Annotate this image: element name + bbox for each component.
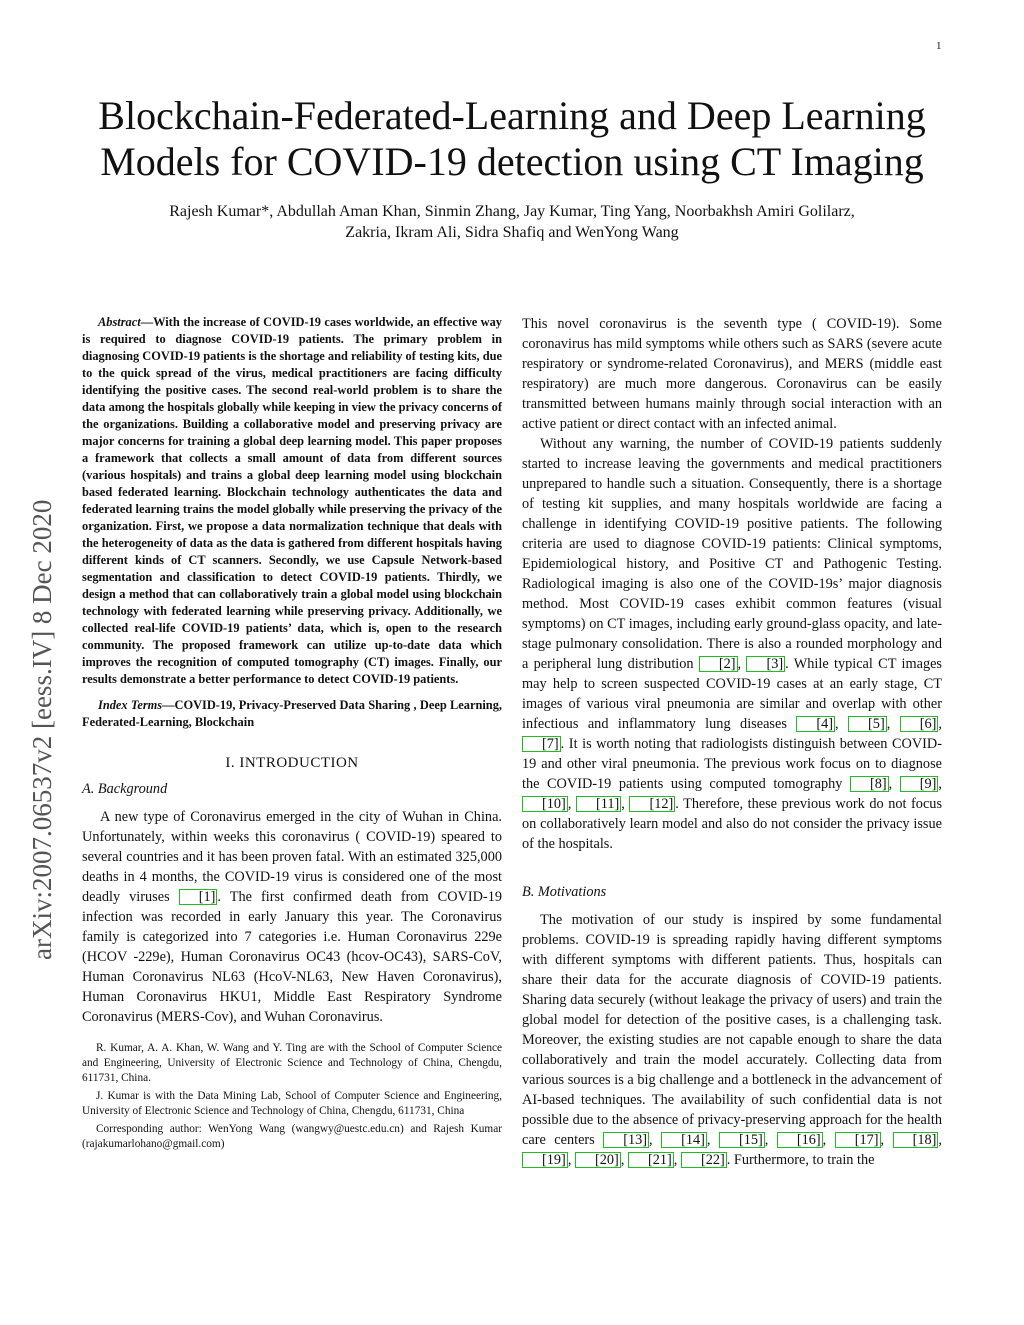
citation-link[interactable]: [19] — [522, 1152, 568, 1168]
footnotes — [82, 1041, 502, 1152]
author-list — [80, 201, 944, 243]
citation-link[interactable]: [22] — [681, 1152, 727, 1168]
text-span: . It is worth noting that radiologists distinguish between COVID-19 and other viral pneumonia. The previous work focus on to diagnose the COVID-19 patients using computed tomography — [522, 736, 942, 792]
text-span: . Furthermore, to train the — [726, 1152, 875, 1168]
text-span: A new type of Coronavirus emerged in the city of Wuhan in China. Unfortunately, within weeks this coronavirus ( COVID-19) speared to several countries and it has been proven fatal. With an estimated 325,000 deaths in 4 months, the COVID-19 virus is considered one of the most deadly viruses — [82, 809, 502, 905]
footnote-affiliation-1: R. Kumar, A. A. Khan, W. Wang and Y. Ting are with the School of Computer Science and Engineering, University of Electronic Science and Technology of China, Chengdu, 611731, China. — [82, 1042, 502, 1084]
citation-link[interactable]: [10] — [522, 796, 568, 812]
index-terms — [82, 697, 502, 731]
citation-link[interactable]: [2] — [699, 656, 738, 672]
abstract — [82, 314, 502, 688]
motivation-paragraph: The motivation of our study is inspired by some fundamental problems. COVID-19 is spreading rapidly having different symptoms with different symptoms with different patients. Thus, hospitals can share their data for the accurate diagnosis of COVID-19 patients. Sharing data securely (without leakage the privacy of users) and train the global model for detection of the positive cases, is a challenging task. Moreover, the existing studies are not capable enough to share the data collaboratively and train the model accurately. Collecting data from various sources is a big challenge and a bottleneck in the advancement of AI-based techniques. The availability of such confidential data is not possible due to the absence of privacy-preserving approach for the health care centers [13] , [14] , [15] , [16] , [17] , [18] , [19] , [20] , [21] , [22] . Furthermore, to train the — [522, 912, 942, 1168]
left-column — [82, 314, 502, 1155]
paper-title: Blockchain-Federated-Learning and Deep Learning Models for COVID-19 detection using CT Imaging — [98, 93, 926, 184]
text-span: The motivation of our study is inspired by some fundamental problems. COVID-19 is spreading rapidly having different symptoms with different symptoms with different patients. Thus, hospitals can share their data for the accurate diagnosis of COVID-19 patients. Sharing data securely (without leakage the privacy of users) and train the global model for detection of the positive cases, is a challenging task. Moreover, the existing studies are not capable enough to share the data collaboratively and train the model accurately. Collecting data from various sources is a big challenge and a bottleneck in the advancement of AI-based techniques. The availability of such confidential data is not possible due to the absence of privacy-preserving approach for the health care centers — [522, 912, 942, 1148]
index-terms-label: Index Terms — [98, 698, 163, 712]
arxiv-identifier: arXiv:2007.06537v2 [eess.IV] 8 Dec 2020 — [27, 499, 57, 960]
text-span: . Therefore, these previous work do not focus on collaboratively learn model and also do not consider the privacy issue of the hospitals. — [522, 796, 943, 852]
authors-line-2: Zakria, Ikram Ali, Sidra Shafiq and WenYong Wang — [345, 224, 679, 241]
citation-link[interactable]: [21] — [628, 1152, 674, 1168]
page-number: 1 — [936, 40, 942, 52]
abstract-label: Abstract — [98, 315, 141, 329]
citation-link[interactable]: [3] — [746, 656, 785, 672]
text-span: . While typical CT images may help to screen suspected COVID-19 cases at an early stage, CT images of various viral pneumonia are similar and overlap with other infectious and inflammatory lung diseases — [522, 656, 942, 732]
citation-link[interactable]: [4] — [796, 716, 835, 732]
citation-link[interactable]: [12] — [629, 796, 675, 812]
citation-link[interactable]: [8] — [850, 776, 889, 792]
subsection-heading-background: A. Background — [82, 781, 168, 797]
footnote-affiliation-2: J. Kumar is with the Data Mining Lab, School of Computer Science and Engineering, University of Electronic Science and Technology of China, Chengdu, 611731, China — [82, 1090, 502, 1117]
right-column — [522, 314, 942, 1170]
section-heading-introduction: I. INTRODUCTION — [225, 755, 359, 771]
citation-link[interactable]: [20] — [575, 1152, 621, 1168]
citation-link[interactable]: [17] — [835, 1132, 881, 1148]
citation-link[interactable]: [5] — [848, 716, 887, 732]
authors-line-1: Rajesh Kumar*, Abdullah Aman Khan, Sinmin Zhang, Jay Kumar, Ting Yang, Noorbakhsh Amiri Golilarz, — [169, 203, 855, 220]
citation-link[interactable]: [1] — [179, 889, 218, 905]
index-terms-text: —COVID-19, Privacy-Preserved Data Sharing , Deep Learning, Federated-Learning, Blockchain — [82, 698, 502, 729]
citation-link[interactable]: [16] — [777, 1132, 823, 1148]
citation-link[interactable]: [11] — [576, 796, 621, 812]
subsection-heading-motivations: B. Motivations — [522, 884, 607, 900]
novel-coronavirus-paragraph: This novel coronavirus is the seventh type ( COVID-19). Some coronavirus has mild symptoms while others such as SARS (severe acute respiratory or syndrome-related Coronavirus), and MERS (middle east respiratory) are much more dangerous. Coronavirus can be easily transmitted between humans mainly through social interaction with an active patient or direct contact with an infected animal. — [522, 316, 942, 432]
text-span: Without any warning, the number of COVID-19 patients suddenly started to increase leaving the governments and medical practitioners unprepared to handle such a situation. Consequently, there is a shortage of testing kit supplies, and many hospitals worldwide are facing a challenge in identifying COVID-19 positive patients. The following criteria are used to diagnose COVID-19 patients: Clinical symptoms, Epidemiological history, and Positive CT and Pathogenic Testing. Radiological imaging is also one of the COVID-19s’ major diagnosis method. Most COVID-19 cases exhibit common features (visual symptoms) on CT images, including early ground-glass opacity, and late-stage pulmonary consolidation. There is also a rounded morphology and a peripheral lung distribution — [522, 436, 942, 672]
spacer — [522, 854, 942, 878]
text-span: . The first confirmed death from COVID-19 infection was recorded in early January this year. The Coronavirus family is categorized into 7 categories i.e. Human Coronavirus 229e (HCOV -229e), Human Coronavirus OC43 (hcov-OC43), SARS-CoV, Human Coronavirus NL63 (HcoV-NL63, New Haven Coronavirus), Human Coronavirus HKU1, Middle East Respiratory Syndrome Coronavirus (MERS-Cov), and Wuhan Coronavirus. — [82, 889, 502, 1025]
warning-paragraph: Without any warning, the number of COVID-19 patients suddenly started to increase leaving the governments and medical practitioners unprepared to handle such a situation. Consequently, there is a shortage of testing kit supplies, and many hospitals worldwide are facing a challenge in identifying COVID-19 positive patients. The following criteria are used to diagnose COVID-19 patients: Clinical symptoms, Epidemiological history, and Positive CT and Pathogenic Testing. Radiological imaging is also one of the COVID-19s’ major diagnosis method. Most COVID-19 cases exhibit common features (visual symptoms) on CT images, including early ground-glass opacity, and late-stage pulmonary consolidation. There is also a rounded morphology and a peripheral lung distribution [2] , [3] . While typical CT images may help to screen suspected COVID-19 cases at an early stage, CT images of various viral pneumonia are similar and overlap with other infectious and inflammatory lung diseases [4] , [5] , [6] , [7] . It is worth noting that radiologists distinguish between COVID-19 and other viral pneumonia. The previous work focus on to diagnose the COVID-19 patients using computed tomography [8] , [9] , [10] , [11] , [12] . Therefore, these previous work do not focus on collaboratively learn model and also do not consider the privacy issue of the hospitals. — [522, 436, 943, 852]
citation-link[interactable]: [15] — [719, 1132, 765, 1148]
background-paragraph — [82, 807, 502, 1027]
citation-link[interactable]: [9] — [900, 776, 939, 792]
abstract-text: —With the increase of COVID-19 cases worldwide, an effective way is required to diagnose COVID-19 patients. The primary problem in diagnosing COVID-19 patients is the shortage and reliability of testing kits, due to the quick spread of the virus, medical practitioners are facing difficulty identifying the positive cases. The second real-world problem is to share the data among the hospitals globally while keeping in view the privacy concerns of the organizations. Building a collaborative model and preserving privacy are major concerns for training a global deep learning model. This paper proposes a framework that collects a small amount of data from different sources (various hospitals) and trains a global deep learning model using blockchain based federated learning. Blockchain technology authenticates the data and federated learning trains the model globally while preserving the privacy of the organization. First, we propose a data normalization technique that deals with the heterogeneity of data as the data is gathered from different hospitals having different kinds of CT scanners. Secondly, we use Capsule Network-based segmentation and classification to detect COVID-19 patients. Thirdly, we design a method that can collaboratively train a global model using blockchain technology with federated learning while preserving privacy. Additionally, we collected real-life COVID-19 patients’ data, which is, open to the research community. The proposed framework can utilize up-to-date data which improves the recognition of computed tomography (CT) images. Finally, our results demonstrate a better performance to detect COVID-19 patients. — [82, 315, 502, 686]
citation-link[interactable]: [6] — [900, 716, 939, 732]
citation-link[interactable]: [13] — [603, 1132, 649, 1148]
citation-link[interactable]: [7] — [522, 736, 561, 752]
citation-link[interactable]: [18] — [893, 1132, 939, 1148]
footnote-corresponding-author: Corresponding author: WenYong Wang (wangwy@uestc.edu.cn) and Rajesh Kumar (rajakumarlohano@gmail.com) — [82, 1123, 502, 1150]
citation-link[interactable]: [14] — [661, 1132, 707, 1148]
